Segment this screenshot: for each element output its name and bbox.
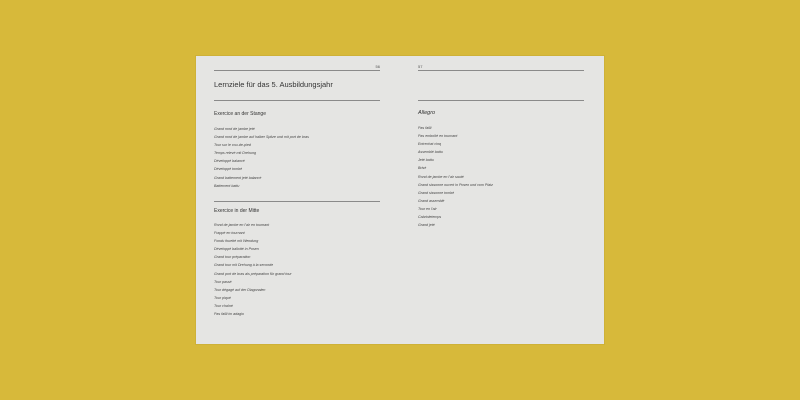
list-item: Grand assemblé bbox=[418, 198, 445, 203]
list-item: Rond de jambe en l’air sauté bbox=[418, 174, 464, 179]
list-item: Rond de jambe en l’air en tournant bbox=[214, 223, 270, 227]
list-mitte bbox=[214, 221, 292, 318]
list-item: Pas failli bbox=[418, 126, 432, 130]
list-item: Développé tombé bbox=[214, 167, 243, 172]
list-item: Assemblé battu bbox=[418, 150, 443, 155]
list-item: Grand tour mit Drehung à la seconde bbox=[214, 263, 274, 268]
list-item: Pas failli im adagio bbox=[214, 312, 244, 317]
header-rule bbox=[418, 70, 584, 71]
section-rule bbox=[214, 201, 380, 202]
list-item: Grand sissonne tombé bbox=[418, 190, 455, 195]
list-item: Grand jeté bbox=[418, 223, 435, 228]
list-item: Grand rond de jambe jeté bbox=[214, 127, 255, 131]
list-item: Grand tour préparation bbox=[214, 255, 251, 260]
page-number: 57 bbox=[418, 64, 423, 69]
list-item: Jeté battu bbox=[418, 158, 434, 163]
title-rule bbox=[418, 100, 584, 101]
section-heading-mitte: Exercice in der Mitte bbox=[214, 208, 260, 214]
title-rule bbox=[214, 100, 380, 101]
list-item: Brisé bbox=[418, 166, 427, 171]
list-item: Tour passé bbox=[214, 279, 232, 284]
header-rule bbox=[214, 70, 380, 71]
list-item: Frappé en tournant bbox=[214, 231, 245, 236]
list-item: Tour chaîné bbox=[214, 303, 233, 308]
list-item: Tour piqué bbox=[214, 295, 231, 300]
list-item: Cabrioletemps bbox=[418, 215, 442, 220]
list-item: Grand rond de jambe auf halber Spitze und mit port de bras bbox=[214, 135, 309, 140]
list-item: Temps relevé mit Drehung bbox=[214, 151, 257, 156]
list-item: Battement battu bbox=[214, 183, 240, 188]
page-title: Lernziele für das 5. Ausbildungsjahr bbox=[214, 80, 333, 89]
list-stange bbox=[214, 125, 309, 190]
list-item: Tour en l’air bbox=[418, 206, 437, 211]
list-item: Entrechat cinq bbox=[418, 142, 441, 147]
list-item: Grand port de bras als préparation für grand tour bbox=[214, 271, 292, 276]
list-item: Tour dégagé auf der Diagonalen bbox=[214, 287, 266, 292]
list-item: Fondu fouetté mit Wendung bbox=[214, 239, 259, 244]
right-page bbox=[418, 56, 584, 344]
book-spread bbox=[196, 56, 604, 344]
list-item: Grand sissonne ouvert in Posen und vom Platz bbox=[418, 182, 493, 187]
list-item: Développé ballotté in Posen bbox=[214, 247, 259, 252]
list-allegro bbox=[418, 124, 493, 229]
list-item: Grand battement jeté balancé bbox=[214, 175, 262, 180]
list-item: Tour sur le cou-de-pied bbox=[214, 143, 251, 148]
page-number: 56 bbox=[375, 64, 380, 69]
list-item: Développé balancé bbox=[214, 159, 245, 164]
section-heading-stange: Exercice an der Stange bbox=[214, 111, 266, 117]
list-item: Pas emboîté en tournant bbox=[418, 134, 458, 139]
left-page bbox=[214, 56, 380, 344]
section-heading-allegro: Allegro bbox=[418, 110, 436, 116]
